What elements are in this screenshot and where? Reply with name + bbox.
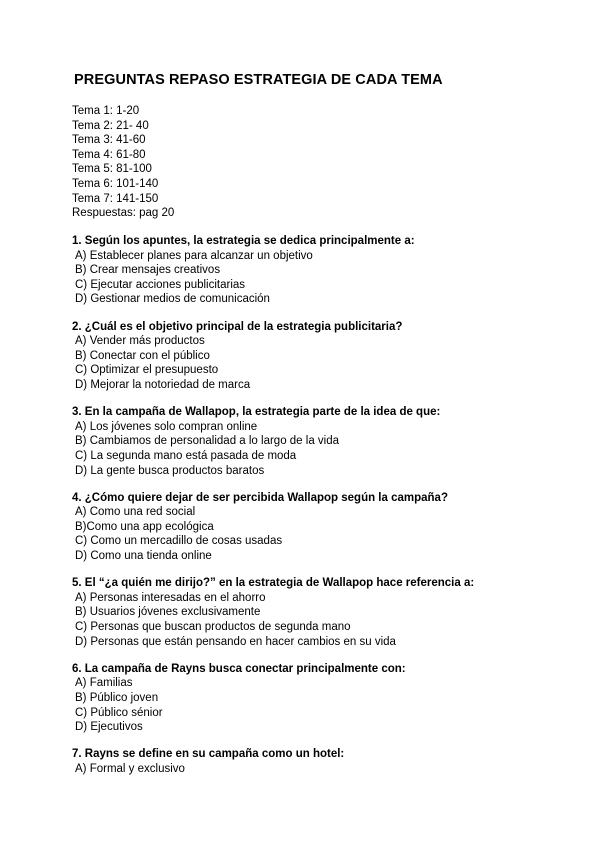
answer-option: A) Formal y exclusivo (75, 762, 185, 775)
question-text: 7. Rayns se define en su campaña como un hotel: (72, 748, 345, 761)
topic-range: Tema 1: 1-20 (72, 105, 140, 117)
answer-option: B) Usuarios jóvenes exclusivamente (75, 606, 261, 619)
answers-reference: Respuestas: pag 20 (72, 207, 175, 220)
question-1 (72, 234, 572, 307)
answer-option: A) Los jóvenes solo compran online (75, 420, 258, 433)
topic-range: Tema 6: 101-140 (72, 177, 159, 190)
answer-option: B) Conectar con el público (75, 349, 210, 362)
topic-range: Tema 3: 41-60 (72, 134, 146, 147)
answer-option: C) Ejecutar acciones publicitarias (75, 278, 246, 291)
topic-range: Tema 4: 61-80 (72, 148, 146, 161)
answer-option: A) Establecer planes para alcanzar un objetivo (75, 249, 313, 262)
answer-option: C) Como un mercadillo de cosas usadas (75, 535, 283, 548)
page-title: PREGUNTAS REPASO ESTRATEGIA DE CADA TEMA (74, 72, 443, 88)
question-text: 3. En la campaña de Wallapop, la estrategia parte de la idea de que: (72, 406, 441, 419)
question-2 (72, 320, 572, 393)
topic-index (72, 104, 174, 221)
answer-option: B) Crear mensajes creativos (75, 264, 221, 277)
answer-option: C) Optimizar el presupuesto (75, 364, 219, 377)
answer-option: D) Como una tienda online (75, 550, 212, 563)
answer-option: A) Como una red social (75, 506, 196, 519)
answer-option: A) Personas interesadas en el ahorro (75, 591, 266, 604)
question-text: 4. ¿Cómo quiere dejar de ser percibida Wallapop según la campaña? (72, 491, 448, 504)
question-text: 6. La campaña de Rayns busca conectar principalmente con: (72, 662, 406, 675)
answer-option: B) Cambiamos de personalidad a lo largo de la vida (75, 435, 340, 448)
answer-option: D) Gestionar medios de comunicación (75, 293, 270, 306)
answer-option: D) Mejorar la notoriedad de marca (75, 378, 251, 391)
question-text: 5. El “¿a quién me dirijo?” en la estrategia de Wallapop hace referencia a: (72, 577, 475, 590)
answer-option: A) Familias (75, 677, 133, 690)
topic-range: Tema 5: 81-100 (72, 163, 152, 176)
answer-option: A) Vender más productos (75, 335, 205, 348)
question-7 (72, 747, 572, 776)
answer-option: B)Como una app ecológica (75, 520, 214, 533)
answer-option: C) Público sénior (75, 706, 163, 719)
question-text: 1. Según los apuntes, la estrategia se dedica principalmente a: (72, 235, 415, 247)
answer-option: C) La segunda mano está pasada de moda (75, 449, 297, 462)
answer-option: D) Personas que están pensando en hacer cambios en su vida (75, 635, 396, 648)
answer-option: D) La gente busca productos baratos (75, 464, 265, 477)
question-text: 2. ¿Cuál es el objetivo principal de la estrategia publicitaria? (72, 320, 403, 333)
question-6 (72, 662, 572, 735)
answer-option: C) Personas que buscan productos de segunda mano (75, 621, 351, 634)
answer-option: B) Público joven (75, 692, 159, 704)
question-list (72, 234, 572, 789)
question-4 (72, 491, 572, 564)
question-5 (72, 576, 572, 649)
question-3 (72, 405, 572, 478)
topic-range: Tema 2: 21- 40 (72, 119, 149, 132)
answer-option: D) Ejecutivos (75, 721, 143, 734)
topic-range: Tema 7: 141-150 (72, 192, 159, 205)
